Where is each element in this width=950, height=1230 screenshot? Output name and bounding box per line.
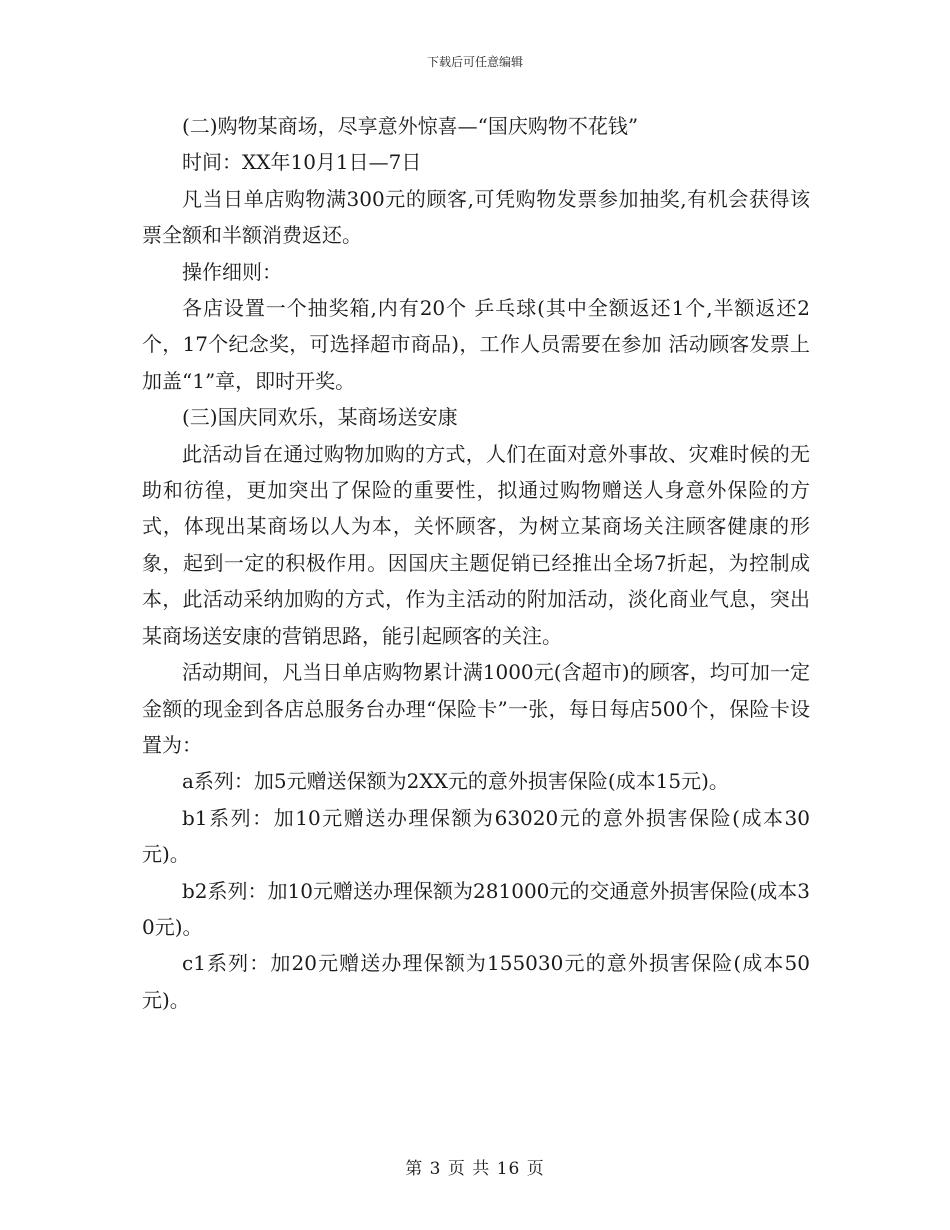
series-item-b1: b1系列：加10元赠送办理保额为63020元的意外损害保险(成本30元)。 bbox=[142, 805, 810, 867]
section-heading-3: (三)国庆同欢乐，某商场送安康 bbox=[182, 405, 458, 430]
paragraph: 各店设置一个抽奖箱,内有20个 乒乓球(其中全额返还1个,半额返还2个，17个纪念奖，可选择超市商品)，工作人员需要在参加 活动顾客发票上加盖“1”章，即时开奖。 bbox=[142, 296, 810, 393]
section-heading-2: (二)购物某商场，尽享意外惊喜—“国庆购物不花钱” bbox=[182, 114, 639, 138]
series-item-a: a系列：加5元赠送保额为2XX元的意外损害保险(成本15元)。 bbox=[182, 769, 729, 794]
document-body bbox=[142, 108, 810, 1018]
paragraph: 活动期间，凡当日单店购物累计满1000元(含超市)的顾客，均可加一定金额的现金到各店总服务台办理“保险卡”一张，每日每店500个，保险卡设置为： bbox=[142, 660, 810, 757]
series-item-b2: b2系列：加10元赠送办理保额为281000元的交通意外损害保险(成本30元)。 bbox=[142, 878, 810, 939]
page-header-note: 下载后可任意编辑 bbox=[426, 55, 523, 69]
event-time: 时间：XX年10月1日—7日 bbox=[182, 150, 422, 175]
subheading-rules: 操作细则： bbox=[182, 259, 282, 284]
series-item-c1: c1系列：加20元赠送办理保额为155030元的意外损害保险(成本50元)。 bbox=[142, 951, 810, 1012]
paragraph: 凡当日单店购物满300元的顾客,可凭购物发票参加抽奖,有机会获得该票全额和半额消费返还。 bbox=[142, 186, 810, 248]
paragraph: 此活动旨在通过购物加购的方式，人们在面对意外事故、灾难时候的无助和彷徨，更加突出了保险的重要性，拟通过购物赠送人身意外保险的方式，体现出某商场以人为本，关怀顾客，为树立某商场关注顾客健康的形象，起到一定的积极作用。因国庆主题促销已经推出全场7折起，为控制成本，此活动采纳加购的方式，作为主活动的附加活动，淡化商业气息，突出某商场送安康的营销思路，能引起顾客的关注。 bbox=[142, 441, 810, 648]
page-number: 第 3 页 共 16 页 bbox=[405, 1159, 545, 1179]
